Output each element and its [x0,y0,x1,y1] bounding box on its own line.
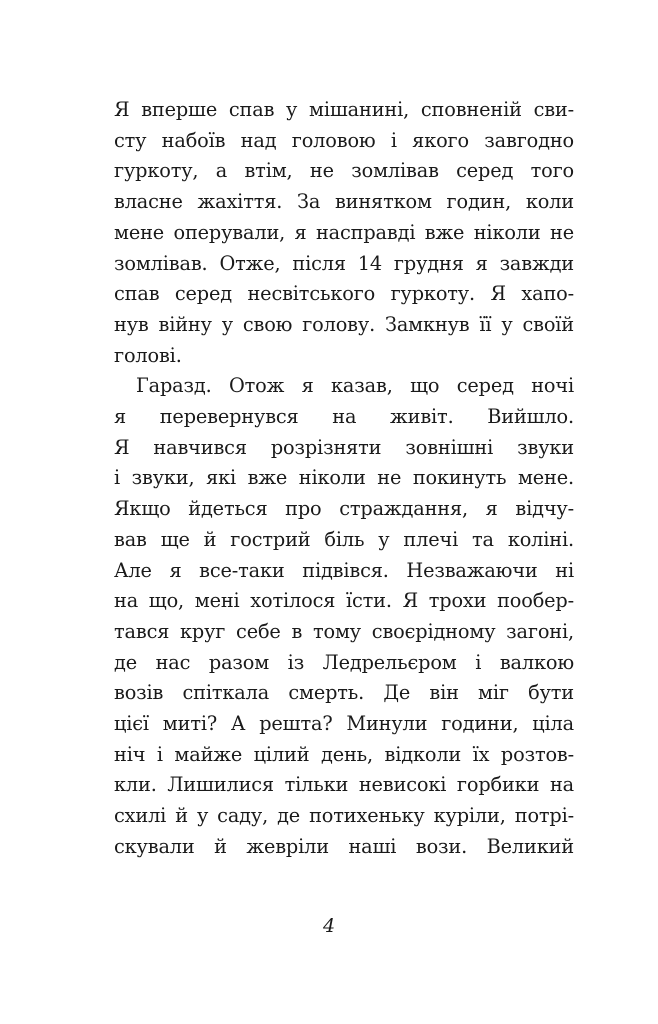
text-line: Я вперше спав у мішанині, сповненій сви- [114,98,574,121]
paragraph-1 [114,95,574,371]
text-line: Я навчився розрізняти зовнішні звуки [114,435,574,459]
text-line: голові. [114,343,182,367]
text-line: де нас разом із Ледрельєром і валкою [114,650,574,674]
text-line: я перевернувся на живіт. Вийшло. [114,405,574,429]
text-line: кли. Лишилися тільки невисокі горбики на [114,773,574,797]
text-line: скували й жевріли наші вози. Великий [114,834,574,858]
text-line: Але я все-таки підвівся. Незважаючи ні [114,558,574,582]
text-line: нув війну у свою голову. Замкнув її у своїй [114,312,574,336]
text-line: вав ще й гострий біль у плечі та коліні. [114,527,574,551]
text-line: зомлівав. Отже, після 14 грудня я завжди [114,251,574,275]
text-line: сту набоїв над головою і якого завгодно [114,128,574,152]
page-number: 4 [322,915,336,937]
text-line: на що, мені хотілося їсти. Я трохи пообер- [114,589,574,613]
text-line: тався круг себе в тому своєрідному загоні, [114,619,574,643]
text-line: цієї миті? А решта? Минули години, ціла [114,712,574,736]
paragraph-2 [114,371,574,862]
text-line: ніч і майже цілий день, відколи їх розтов- [114,742,574,766]
body-text [114,95,574,863]
text-line: власне жахіття. За винятком годин, коли [114,190,574,214]
text-line: і звуки, які вже ніколи не покинуть мене. [114,466,574,490]
text-line: Якщо йдеться про страждання, я відчу- [114,497,574,521]
text-line: мене оперували, я насправді вже ніколи не [114,220,574,244]
text-line: возів спіткала смерть. Де він міг бути [114,681,574,705]
text-line: Гаразд. Отож я казав, що серед ночі [136,374,574,398]
text-line: спав серед несвітського гуркоту. Я хапо- [114,282,574,306]
text-line: гуркоту, а втім, не зомлівав серед того [114,159,574,183]
text-line: схилі й у саду, де потихеньку куріли, потрі- [114,804,574,828]
